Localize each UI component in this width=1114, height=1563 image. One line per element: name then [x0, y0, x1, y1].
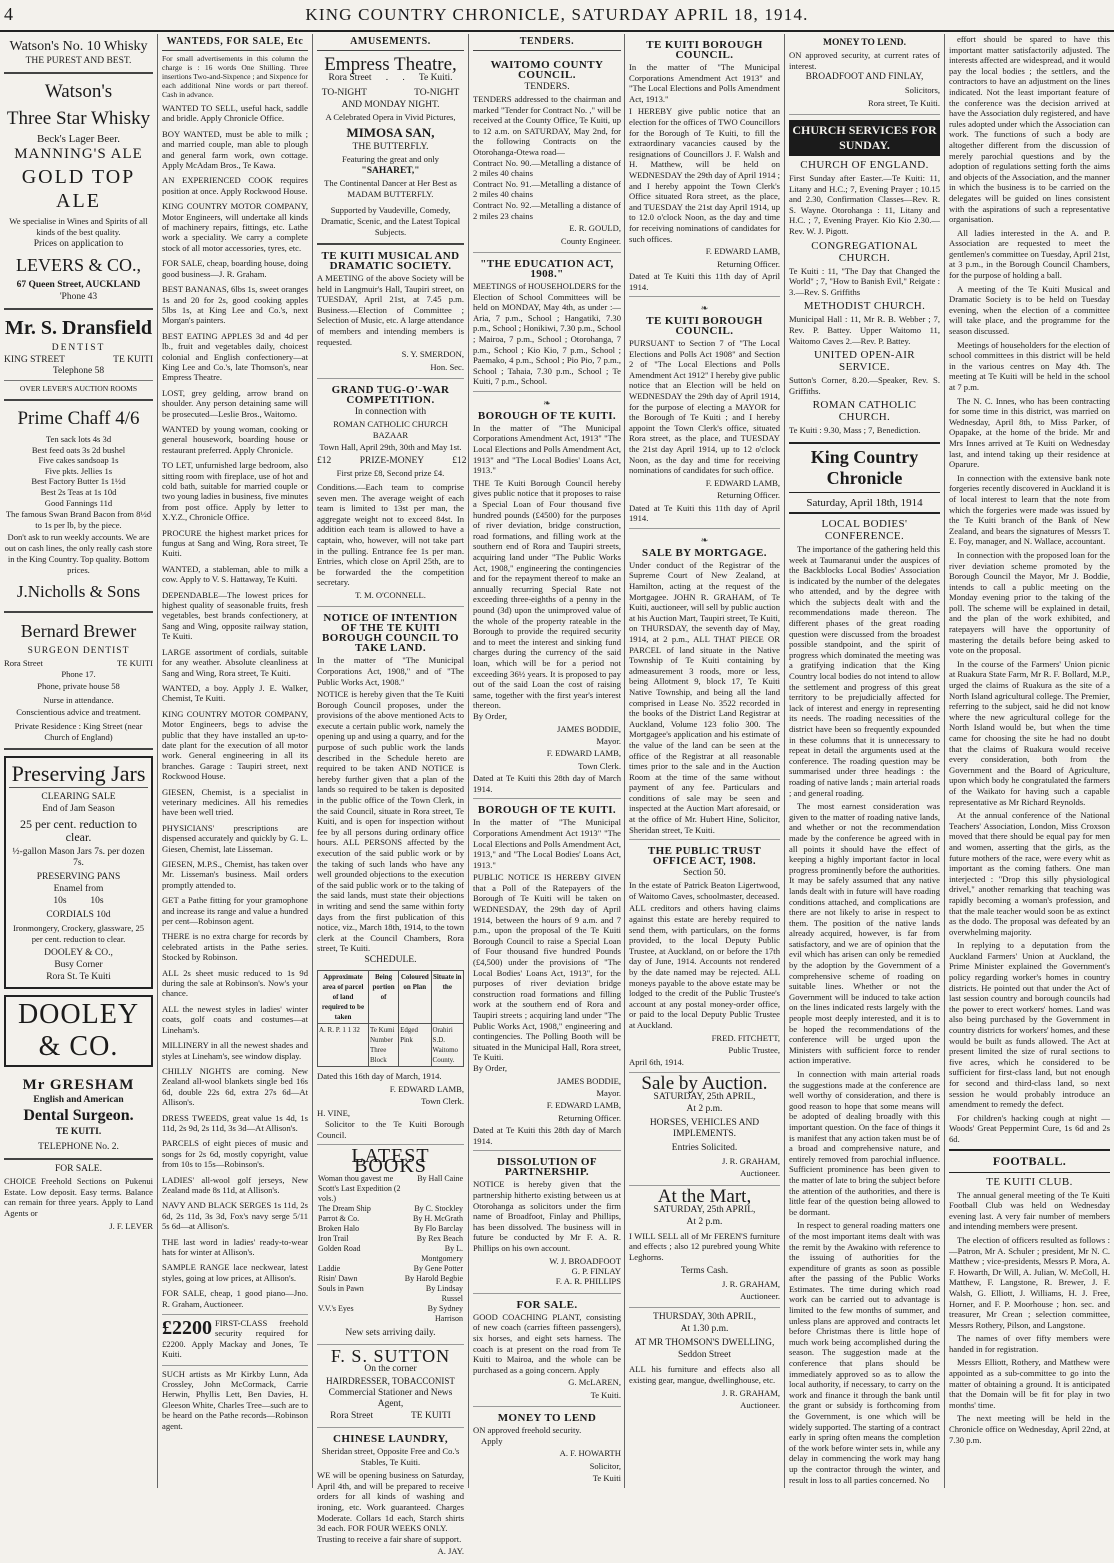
- book-title: Woman thou gavest me: [318, 1174, 394, 1184]
- mortgage-sale: ❧ SALE BY MORTGAGE. Under conduct of the Registrar of the Supreme Court of New Zealand, at Hamilton, acting at the request of the Mortgagee. JOHN R. GRAHAM, of Te Kuiti, auctioneer, will sell by public auction at his Auction Mart, Taupiri street, Te Kuiti, on THURSDAY, the seventh day of May, 1914, at 2 p.m., ALL THAT PIECE OR PARCEL of land situate in the Native Township of Te Kuiti containing by admeasurement 3 roods, more or less, being Allotment 9, block 17, Te Kuiti Native Township, and being all the land comprised in Lease No. 3522 recorded in the books of the District Land Registrar at Auckland, Volume 123 folio 300. The Mortgagee's application and his estimate of the value of the land can be seen at the office of the Registrar at all reasonable times prior to the sale and in the Auction Room at the time of the same without payment of any fee. Particulars and conditions of sale may be seen and inspected at the Auction Mart aforesaid, or at the office of Mr. Hubert Hine, Solicitor, Sheridan street, Te Kuiti.: [629, 529, 780, 840]
- book-author: By Flo Barclay: [414, 1224, 463, 1234]
- book-row: [317, 1274, 464, 1284]
- paragraph: effort should be spared to have this important matter satisfactorily adjusted. The interests affected are widespread, and it would pay the local bodies ; the settlers, and the contractors to have an adjustment on the lines indicated. Not the least important feature of the conference was the decision arrived at have the Association duly registered, and have rules adopted under which the Association can work. The functions of such a body are altogether different from the discussion of merely parochial questions and by the adoption of regulations setting forth the aims and objects of the Association, and the manner in which the business is to be carried on the delegates will be guided on lines consistent with the aspirations of such a representative organisation.: [949, 34, 1110, 225]
- paragraph: All ladies interested in the A. and P. Association are requested to meet the gentlemen's committee on Tuesday, April 21st, at 3 p.m., in the Borough Council Chambers, for the purpose of holding a ball.: [949, 227, 1110, 281]
- books-table: [317, 1174, 464, 1324]
- paragraph: The importance of the gathering held this week at Taumaranui under the auspices of the Backblocks Local Bodies' Association is indicated by the number of the delegates who attended, and by the degree with which the subjects dealt with and the recommendations made thereon. The different phases of the great roading question were discussed from the broadest possible standpoint, and the spirit of progress which dominated the meeting was a gratifying indication that the King Country local bodies do not intend to allow the settlement and progress of this great territory to be prejudicially affected for lack of interest and energy in representing its needs. The roading necessities of the district have been so frequently expounded in these columns that it is unnecessary to repeat in detail the arguments used at the conference. The roading question may be summarised under three headings : the roading of native lands ; main arterial roads ; and general roading.: [789, 543, 940, 798]
- loan-ad: £2200 FIRST-CLASS freehold security required for £2200. Apply Mackay and Jones, Te Kuiti.: [162, 1314, 308, 1360]
- classified-item: WANTED, a boy. Apply J. E. Walker, Chemist, Te Kuiti.: [162, 682, 308, 704]
- classified-item: KING COUNTRY MOTOR COMPANY, Motor Engineers, will undertake all kinds of machinery repairs, fittings, etc. Lathe work a speciality. We carry a complete stock of all motor accessories, tyres, etc.: [162, 201, 308, 253]
- paragraph: The next meeting will be held in the Chronicle office on Wednesday, April 22nd, at 7.30 p.m.: [949, 1413, 1110, 1445]
- column-local-news: [945, 34, 1114, 1488]
- classified-item: MILLINERY in all the newest shades and styles at Lineham's, see window display.: [162, 1040, 308, 1061]
- page-number: 4: [4, 4, 13, 24]
- waitomo-tenders: WAITOMO COUNTY COUNCIL. TENDERS. TENDERS addressed to the chairman and marked "Tender for Contract No. ," will be received at the County Office, Te Kuiti, up to 12 a.m. on SATURDAY, May 2nd, for the following Contracts on the Otorohanga-Otewa road— Contract No. 90.—Metalling a distance of 2 miles 40 chains Contract No. 91.—Metalling a distance of 2 miles 40 chains Contract No. 92.—Metalling a distance of 2 miles 23 chains E. R. GOULD, County Engineer.: [473, 54, 621, 253]
- schedule-table: Approximate area of parcel of land required to be taken Being portion of Coloured on Plan Situate in the A. R. P. 1 1 32 Te Kumi Number Three Block Edged Pink Orahiri S.D. Waitomo County.: [317, 970, 464, 1067]
- lever-forsale-ad: FOR SALE. CHOICE Freehold Sections on Pukenui Estate. Low deposit. Easy terms. Balance can remain for three years. Apply to Land Agents or J. F. LEVER: [4, 1164, 153, 1231]
- paragraph: A meeting of the Te Kuiti Musical and Dramatic Society is to be held on Tuesday evening, when the election of a committee will take place, and the programme for the season discussed.: [949, 283, 1110, 337]
- book-title: Parrot & Co.: [318, 1214, 360, 1224]
- column-wanteds: [158, 34, 313, 1488]
- church-services-banner: CHURCH SERVICES FOR SUNDAY.: [789, 120, 940, 156]
- book-row: [317, 1244, 464, 1264]
- book-author: By Rex Beach: [416, 1234, 463, 1244]
- education-act: "THE EDUCATION ACT, 1908." MEETINGS of HOUSEHOLDERS for the Election of School Committees will be held on MONDAY, May 4th, as under :— Aria, 7 p.m., School ; Hangatiki, 7.30 p.m., School ; Honikiwi, 7.30 p.m., School ; Mairoa, 7 p.m., School ; Otorohanga, 7 p.m., School ; Kio Kio, 7 p.m., School ; Paemako, 4 p.m., School ; Pio Pio, 7 p.m., School ; Tahaia, 7.30 p.m., School ; Te Kuiti, 7 p.m., School.: [473, 253, 621, 392]
- column-advertisements-1: [0, 34, 158, 1488]
- classified-item: ALL 2s sheet music reduced to 1s 9d during the sale at Robinson's. Now's your chance.: [162, 967, 308, 999]
- ornament-icon: ❧: [543, 397, 551, 408]
- classified-item: KING COUNTRY MOTOR COMPANY, Motor Engineers, begs to advise the public that they have installed an up-to-date plant for the execution of all motor work. General engineering in all its branches. Garage : Taupiri street, next Rockwood House.: [162, 708, 308, 782]
- book-title: V.V.'s Eyes: [318, 1304, 354, 1314]
- ornament-icon: ❧: [700, 303, 709, 314]
- book-title: Golden Road: [318, 1244, 361, 1254]
- book-author: By L. Montgomery: [421, 1244, 463, 1264]
- ornament-icon: ❧: [700, 534, 709, 545]
- book-row: [317, 1234, 464, 1244]
- column-amusements-tenders: [313, 34, 625, 1557]
- classified-item: WANTED, a stableman, able to milk a cow. Apply to V. S. Hattaway, Te Kuiti.: [162, 563, 308, 585]
- amusements-column: [313, 34, 469, 1557]
- book-title: Iron Trail: [318, 1234, 349, 1244]
- watson10-ad: Watson's No. 10 Whisky THE PUREST AND BEST.: [4, 34, 153, 74]
- classified-item: DRESS TWEEDS, great value 1s 4d, 1s 11d, 2s 9d, 2s 11d, 3s 3d—At Allison's.: [162, 1112, 308, 1133]
- dransfield-ad: Mr. S. Dransfield DENTIST KING STREET TE KUITI Telephone 58 OVER LEVER'S AUCTION ROOMS: [4, 310, 153, 401]
- paragraph: The annual general meeting of the Te Kuiti Football Club was held on Wednesday evening last. A very fair number of members and intending members were present.: [949, 1189, 1110, 1232]
- book-author: By Hall Caine: [417, 1174, 463, 1184]
- classified-item: BEST BANANAS, 6lbs 1s, sweet oranges 1s and 20 for 2s, good cooking apples 5lbs 1s, at King Lee and Co.'s, next Morgan's painters.: [162, 284, 308, 326]
- classified-item: LADIES' all-wool golf jerseys, New Zealand made 8s 11d, at Allison's.: [162, 1174, 308, 1195]
- dooley-logo: DOOLEY & CO.: [4, 995, 153, 1067]
- preserving-jars-ad: Preserving Jars CLEARING SALE End of Jam Season 25 per cent. reduction to clear. ½-gallon Mason Jars 7s. per dozen 7s. PRESERVING PANS Enamel from 10s 10s CORDIALS 10d Ironmongery, Crockery, glassware, 25 per cent. reduction to clear. DOOLEY & CO., Busy Corner Rora St. Te Kuiti: [4, 756, 153, 989]
- book-row: [317, 1304, 464, 1324]
- classified-item: WANTED by young woman, cooking or general housework, boarding house or restaurant preferred. Apply Chronicle.: [162, 423, 308, 455]
- wanteds-list: [162, 103, 308, 1309]
- classified-item: NAVY AND BLACK SERGES 1s 11d, 2s 6d, 2s 11d, 3s 3d, Fox's navy serge 5/11 5s 6d—at Allison's.: [162, 1200, 308, 1232]
- classified-item: PROCURE the highest market prices for fungus at Sang and Wing, Rora street, Te Kuiti.: [162, 527, 308, 559]
- classified-item: THERE is no extra charge for records by celebrated artists in the Pathe series. Stocked by Robinson.: [162, 931, 308, 963]
- classified-item: FOR SALE, cheap, boarding house, doing good business—J. R. Graham.: [162, 258, 308, 279]
- classified-item: BOY WANTED, must be able to milk ; and married couple, man able to plough and general farm work, own cottage. Apply McAdam Bros., Te Kawa.: [162, 128, 308, 171]
- classified-item: SAMPLE RANGE lace neckwear, latest styles, going at low prices, at Allison's.: [162, 1262, 308, 1283]
- classified-item: WANTED TO SELL, useful hack, saddle and bridle. Apply Chronicle Office.: [162, 103, 308, 124]
- classified-item: CHILLY NIGHTS are coming. New Zealand all-wool blankets single bed 16s 6d, double 22s 6d, extra 27s 6d—At Allison's.: [162, 1065, 308, 1108]
- wanteds-heading: WANTEDS, FOR SALE, Etc: [162, 34, 308, 51]
- tenders-heading: TENDERS.: [473, 34, 621, 51]
- broadfoot-money-ad: MONEY TO LEND. ON approved security, at current rates of interest. BROADFOOT AND FINLAY, Solicitors, Rora street, Te Kuiti.: [789, 34, 940, 115]
- councillor-election: TE KUITI BOROUGH COUNCIL. In the matter of "The Municipal Corporations Amendment Act 1913" and "The Local Elections and Polls Amendment Act, 1913." I HEREBY give public notice that an election for the offices of TWO Councillors for the Borough of Te Kuiti, to fill the extraordinary vacancies caused by the resignations of Councillors J. F. Walsh and H. Matthew, will be held on WEDNESDAY the 29th day of April 1914 ; and I hereby appoint the Town Clerk's Office situated Rora street, as the place, and TUESDAY the 21st day April 1914, up to 12.0 o'clock Noon, as the day and time for receiving nominations of candidates for such offices. F. EDWARD LAMB, Returning Officer. Dated at Te Kuiti this 11th day of April 1914.: [629, 34, 780, 297]
- classified-item: PARCELS of eight pieces of music and songs for 2s 6d, mostly copyright, value from 10s to 15s—Robinson's.: [162, 1138, 308, 1170]
- dissolution-notice: DISSOLUTION OF PARTNERSHIP. NOTICE is hereby given that the partnership hitherto existing between us at Otorohanga as solicitors under the firm name of Broadfoot, Finlay and Phillips, has been dissolved. The business will in future be conducted by Mr F. A. R. Phillips on his own account. W. J. BROADFOOT G. P. FINLAY F. A. R. PHILLIPS: [473, 1151, 621, 1293]
- paragraph: In connection with the proposed loan for the river deviation scheme promoted by the Borough Council the Mayor, Mr J. Boddie, intends to call a public meeting on the Monday evening prior to the taking of the poll. The scheme will be explained in detail, and the plan of the work exhibited, and ratepayers will have the opportunity of mastering the details before being asked to vote on the proposal.: [949, 549, 1110, 656]
- mayor-election: ❧ TE KUITI BOROUGH COUNCIL. PURSUANT to Section 7 of "The Local Elections and Polls Act 1908" and Section 2 of "The Local Elections and Polls Amendment Act 1912" I hereby give public notice that an Election will be held on WEDNESDAY the 29th day of April 1914, for the purpose of electing a MAYOR for the Borough of Te Kuiti ; and I hereby appoint the Town Clerk's office, situated Rora street, as the place, and TUESDAY the 21st day April 1914, up to 12 o'clock Noon, as the day and time for receiving nominations of candidates for such office. F. EDWARD LAMB, Returning Officer. Dated at Te Kuiti this 11th day of April 1914.: [629, 297, 780, 529]
- book-row: [317, 1284, 464, 1304]
- public-trust-notice: THE PUBLIC TRUST OFFICE ACT, 1908. Section 50. In the estate of Patrick Beaton Ligertwood, of Waitomo Caves, schoolmaster, deceased. ALL creditors and others having claims against this estate are hereby required to send them, with particulars, on the forms provided, to the local Deputy Public Trustee, at Auckland, on or before the 17th day of June, 1914. Accounts not rendered by the date named may be rejected. ALL moneys payable to the above estate may be lodged to the credit of the Public Trustee's account at any postal money-order office, or paid to the local Deputy Public Trustee at Auckland. FRED. FITCHETT, Public Trustee, April 6th, 1914.: [629, 840, 780, 1073]
- football-heading: FOOTBALL.: [949, 1149, 1110, 1173]
- book-author: By C. Stockley: [414, 1204, 463, 1214]
- musical-society-ad: TE KUITI MUSICAL AND DRAMATIC SOCIETY. A MEETING of the above Society will be held in Langmuir's Hall, Taupiri street, on TUESDAY, April 21st, at 7.45 p.m. Business.—Election of Committee ; Selection of Music, etc. A large attendance of members and intending members is requested. S. Y. SMERDON, Hon. Sec.: [317, 245, 464, 379]
- classified-item: FOR SALE, cheap, 1 good piano—Jno. R. Graham, Auctioneer.: [162, 1288, 308, 1309]
- paragraph: In respect to general roading matters one of the most important items dealt with was the remit by the Awakino with reference to the issuing of authorities for the expenditure of grants as soon as possible after the passing of the Public Works Estimates. The time during which road work can be carried out to advantage is limited to the few months of summer, and unless plans are approved and contracts let before Christmas there is little hope of much work being accomplished during the season. The suggestion made at the conference that plans should be immediately approved so as to allow the local authority, if necessary, to carry on the work and finance it through the bank until the grant or subsidy is forthcoming from the Government, is one which will be widely supported. The starting of a contract early in spring often means the completion of the work before winter sets in, while any delay in commencing the work may hang up the contractor through the winter, and result in loss to all parties concerned. No: [789, 1220, 940, 1485]
- howarth-money-ad: MONEY TO LEND ON approved freehold security. Apply A. F. HOWARTH Solicitor, Te Kuiti: [473, 1412, 621, 1484]
- column-church-leader: MONEY TO LEND. ON approved security, at current rates of interest. BROADFOOT AND FINLAY, Solicitors, Rora street, Te Kuiti. CHURCH SERVICES FOR SUNDAY. CHURCH OF ENGLAND. First Sunday after Easter.—Te Kuiti: 11, Litany and H.C.; 7, Evening Prayer ; 10.15 and 2.30, Confirmation Classes—Rev. R. S. Wayne. Otorohanga : 11, Litany and H.C. ; 7, Evening Prayer. Kio Kio 2.30.—Rev. W. J. Pigott. CONGREGATIONAL CHURCH. Te Kuiti : 11, "The Day that Changed the World" ; 7, "How to Banish Evil," Reigate : 3.—Rev. S. Griffiths METHODIST CHURCH. Municipal Hall : 11, Mr R. B. Webber ; 7, Rev. P. Battey. Upper Waitomo 11, Waitomo Caves 2.—Rev. P. Battey. UNITED OPEN-AIR SERVICE. Sutton's Corner, 8.20.—Speaker, Rev. S. Griffiths. ROMAN CATHOLIC CHURCH. Te Kuiti : 9.30, Mass ; 7, Benediction. King Country Chronicle Saturday, April 18th, 1914 LOCAL BODIES' CONFERENCE. The importance of the gathering held this week at Taumaranui under the auspices of the Backblocks Local Bodies' Association is indicated by the number of the delegates who attended, and by the degree with which the subjects dealt with and the recommendations made thereon. The different phases of the great roading question were discussed from the broadest possible standpoint, and the spirit of progress which dominated the meeting was a gratifying indication that the King Country local bodies do not intend to allow the settlement and progress of this great territory to be prejudicially affected for lack of interest and energy in representing its needs. The roading necessities of the district have been so frequently expounded in these columns that it is unnecessary to repeat in detail the arguments used at the conference. The roading question may be summarised under three headings : the roading of native lands ; main arterial roads ; and general roading. The most earnest consideration was given to the matter of roading native lands, and whether or not the recommendation made by the conference be agreed with in all points it should have the effect of keeping a highly important factor in local progress prominently before the authorities. It may be safely assumed that any native lands dealt with in future will have roading conditions attached, and complications are there are not likely to arise in respect to them. The position of the native lands already acquired, however, is far from satisfactory, and we are of opinion that the evil which has arisen can only be remedied by the adoption by the Government of a comprehensive scheme of roading on suitable lines. Whether or not the Government will be induced to take action on the lines indicated rests largely with the people most deeply interested, and it is to be hoped the recommendations of the conference will be urged upon the Ministers with sufficient force to render action imperative. In connection with main arterial roads the suggestions made at the conference are well worthy of consideration, and there is good reason to hope that some means will be adopted of dealing broadly with this important question. On the face of things it is manifest that any action taken must be of a broad and comprehensive nature, and entirely removed from parochial influence. Sufficient prominence has been given to the matter of late to bring the subject before the attention of the authorities, and there is little fear of the question being allowed to be dormant. In respect to general roading matters one of the most important items dealt with was the remit by the Awakino with reference to the issuing of authorities for the expenditure of grants as soon as possible after the passing of the Public Works Estimates. The time during which road work can be carried out to advantage is limited to the few months of summer, and unless plans are approved and contracts let before Christmas there is little hope of much work being accomplished during the season. The suggestion made at the conference that plans should be immediately approved so as to allow the local authority, if necessary, to carry on the work and finance it through the bank until the grant or subsidy is forthcoming from the Government, is one which will be widely supported. The starting of a contract early in spring often means the completion of the work before winter sets in, while any delay in commencing the work may hang up the contractor through the winter, and result in loss to all parties concerned. No: [785, 34, 945, 1488]
- classified-item: PHYSICIANS' prescriptions are dispensed accurately and quickly by G. L. Giesen, Chemist, late Lisseman.: [162, 822, 308, 854]
- leader-heading: LOCAL BODIES' CONFERENCE.: [821, 517, 908, 542]
- page-title: KING COUNTRY CHRONICLE, SATURDAY APRIL 18, 1914.: [305, 5, 809, 24]
- classified-item: GET a Pathe fitting for your gramophone and increase its range and value a hundred per cent—Robinson agent.: [162, 895, 308, 927]
- gresham-ad: Mr GRESHAM English and American Dental Surgeon. TE KUITI. TELEPHONE No. 2.: [4, 1073, 153, 1160]
- book-author: By Lindsay Russel: [425, 1284, 463, 1304]
- paragraph: In replying to a deputation from the Auckland Farmers' Union at Auckland, the Prime Minister explained the Government's policy regarding worker's homes in country districts. He pointed out that under the Act of last session country and borough councils had the power to erect workers' homes. Land was also being purchased by the Government in country districts for workers' homes, and these would be built as funds allowed. The Act at present limited the size of rural sections to five acres, which he considered to be sufficient for first-class land, but not enough for second and third-class land, so next session he would probably introduce an amendment to remedy the defect.: [949, 940, 1110, 1110]
- book-title: Scott's Last Expedition (2 vols.): [318, 1184, 401, 1204]
- classified-item: GIESEN, Chemist, is a specialist in veterinary medicines. All his remedies have been well tried.: [162, 786, 308, 818]
- book-author: By H. McGrath: [413, 1214, 463, 1224]
- classified-item: GIESEN, M.P.S., Chemist, has taken over Mr. Lisseman's business. Mail orders promptly attended to.: [162, 859, 308, 890]
- book-author: [403, 1184, 464, 1204]
- leader-body: [789, 544, 940, 1485]
- paragraph: The election of officers resulted as follows :—Patron, Mr A. Schuler ; president, Mr N. C. Matthew ; vice-presidents, Messrs P. Mora, A. F. Howarth, Dr Will, A. Julian, W. McColl, H. Matthew, F. Langstone, R. Brewer, J. F. Walsh, G. Elliott, J. Williams, H. J. Free, Horner, and F. P. Moorhouse ; hon. sec. and treasurer, Mr Crean ; selection committee, Messrs Rothery, Pilson, and Langstone.: [949, 1234, 1110, 1330]
- tenders-column: [469, 34, 625, 1488]
- masthead: [0, 0, 1114, 32]
- laundry-ad: CHINESE LAUNDRY, Sheridan street, Opposite Free and Co.'s Stables, Te Kuiti. WE will be opening business on Saturday, April 4th, and will be prepared to receive orders for all kinds of washing and ironing, etc. Work guaranteed. Charges Moderate. Collars 1d each, Starch shirts 3d each. FOR FOUR WEEKS ONLY. Trusting to receive a fair share of support. A. JAY.: [317, 1433, 464, 1557]
- notice-take-land: NOTICE OF INTENTION OF THE TE KUITI BOROUGH COUNCIL TO TAKE LAND. In the matter of "The Municipal Corporations Act, 1908," and of "The Public Works Act, 1908." NOTICE is hereby given that the Te Kuiti Borough Council proposes, under the provisions of the above mentioned Acts to execute a certain public work, namely the opening up and using a quarry, and for the purpose of such public work the lands described in the Schedule hereto are required to be taken AND NOTICE is hereby further given that a plan of the lands so required to be taken is deposited in the public office of the Town Clerk, in the said Council, situate in Rora street, Te Kuiti, and is open for inspection without fee by all persons during ordinary office hours. ALL PERSONS affected by the execution of the said public work or by the taking of such lands who have any well grounded objections to the execution of the said public work or to the taking of the said lands, must state their objections in writing and send the same within forty days from the first publication of this notice, viz., March 18th, 1914, to the town clerk at the Council Chambers, Rora street, Te Kuiti. SCHEDULE. Approximate area of parcel of land required to be taken Being portion of Coloured on Plan Situate in the A. R. P. 1 1 32 Te Kumi Number Three Block Edged Pink Orahiri S.D. Waitomo County. Dated this 16th day of March, 1914. F. EDWARD LAMB, Town Clerk. H. VINE, Solicitor to the Te Kuiti Borough Council.: [317, 607, 464, 1145]
- book-row: [317, 1184, 464, 1204]
- pathe-artists-ad: SUCH artists as Mr Kirkby Lunn, Ada Crossley, John McCormack, Carrie Herwin, Phyllis Lett, Ben Davies, H. Gleeson White, Charles Tree—such are to be heard on the Pathe records—Robinson agent.: [162, 1365, 308, 1431]
- amusements-heading: AMUSEMENTS.: [317, 34, 464, 51]
- paragraph: The names of over fifty members were handed in for registration.: [949, 1333, 1110, 1354]
- classified-item: THE last word in ladies' ready-to-wear hats for winter at Allison's.: [162, 1236, 308, 1257]
- classified-item: LOST, grey gelding, arrow brand on shoulder. Any person detaining same will be prosecuted—Leslie Bros., Waitomo.: [162, 387, 308, 419]
- book-author: By Harold Begbie: [404, 1274, 463, 1284]
- classified-item: BEST EATING APPLES 3d and 4d per lb., fruit and vegetables daily, choicest colonial and English confectionery—at King Lee and Co.'s, late Thomson's, near Empress Theatre.: [162, 330, 308, 383]
- column-notices: [625, 34, 785, 1488]
- book-row: [317, 1214, 464, 1224]
- auction-thomson: THURSDAY, 30th APRIL, At 1.30 p.m. AT MR THOMSON'S DWELLING, Seddon Street ALL his furniture and effects also all existing gear, mangue, dwellinghouse, etc. J. R. GRAHAM, Auctioneer.: [629, 1312, 780, 1410]
- paragraph: Meetings of householders for the election of school committees in this district will be held in the various centres on May 4th. The meeting at Te Kuiti will be held in the school at 7 p.m.: [949, 339, 1110, 392]
- empress-ad: Empress Theatre, Rora Street . . Te Kuiti. TO-NIGHT TO-NIGHT AND MONDAY NIGHT. A Celebrated Opera in Vivid Pictures, MIMOSA SAN, THE BUTTERFLY. Featuring the great and only "SAHARET," The Continental Dancer at Her Best as MADAM BUTTERFLY. Supported by Vaudeville, Comedy, Dramatic, Scenic, and the Latest Topical Subjects.: [317, 54, 464, 245]
- editorial-masthead: King Country Chronicle: [789, 442, 940, 493]
- classified-item: DEPENDABLE—The lowest prices for highest quality of seasonable fruits, fresh vegetables, best brands confectionery, at Sang and Wing, opposite railway station, Te Kuiti.: [162, 589, 308, 642]
- book-title: The Dream Ship: [318, 1204, 371, 1214]
- coach-for-sale: FOR SALE. GOOD COACHING PLANT, consisting of new coach (carries fifteen passengers), six horses, and eight sets harness. The coach is at present on the road from Te Kuiti to Mairoa, and the whole can be purchased as a going concern. Apply G. McLAREN, Te Kuiti.: [473, 1294, 621, 1407]
- book-row: [317, 1174, 464, 1184]
- watson3-ad: Watson's Three Star Whisky Beck's Lager Beer. MANNING'S ALE GOLD TOP ALE We specialise in Wines and Spirits of all kinds of the best quality. Prices on application to LEVERS & CO., 67 Queen Street, AUCKLAND 'Phone 43: [4, 74, 153, 310]
- book-title: Broken Halo: [318, 1224, 360, 1234]
- latest-books-ad: LATEST BOOKS Woman thou gavest me By Hall Caine Scott's Last Expedition (2 vols.) The Dream Ship By C. Stockley Parrot & Co. By H. McGrath Broken Halo By Flo Barclay Iron Trail By Rex Beach Golden Road By L. Montgomery Laddie By Gene Potter Risin' Dawn By Harold Begbie Souls in Pawn By Lindsay Russel V.V.'s Eyes By Sydney Harrison New sets arriving daily.: [317, 1145, 464, 1345]
- paragraph: At the annual conference of the National Teachers' Association, London, Miss Croxson moved that there should be equal pay for men and women, asserting that the girls, as the future mothers of the race, were every whit as important as the coming fathers. One man interjected : "Drop this silly physiological drivel," another remarking that teaching was rapidly becoming a woman's profession, and that the male teacher would soon be as extinct as the dodo. The proposal was defeated by an overwhelming majority.: [949, 810, 1110, 937]
- wanteds-rates: For small advertisements in this column the charge is : 16 words One Shilling. Three insertions Two-and-Sixpence ; and Sixpence for each additional Nine words or part thereof. Cash in advance.: [162, 54, 308, 99]
- tug-of-war-ad: GRAND TUG-O'-WAR COMPETITION. In connection with ROMAN CATHOLIC CHURCH BAZAAR Town Hall, April 29th, 30th and May 1st. £12 PRIZE-MONEY £12 First prize £8, Second prize £4. Conditions.—Each team to comprise seven men. The average weight of each team is limited to 13st per man, the aggregate weight not to exceed 84st. In addition each team is allowed to have a captain, who, however, will not take part in the pulling. Entrance fee 1s per man. Entries, which close on April 25th, are to be forwarded the the competition secretary. T. M. O'CONNELL.: [317, 379, 464, 607]
- auction-horses: Sale by Auction. SATURDAY, 25th APRIL, At 2 p.m. HORSES, VEHICLES AND IMPLEMENTS. Entries Solicited. J. R. GRAHAM, Auctioneer.: [629, 1073, 780, 1186]
- book-author: By Sydney Harrison: [427, 1304, 463, 1324]
- book-row: [317, 1224, 464, 1234]
- classified-item: TO LET, unfurnished large bedroom, also sitting room with fireplace, use of hot and cold bath, suitable for married couple or two young ladies in business, five minutes from post office. Apply by letter to X.Y.Z., Chronicle Office.: [162, 460, 308, 523]
- classified-item: ALL the newest styles in ladies' winter coats, golf coats and costumes—at Lineham's.: [162, 1003, 308, 1035]
- book-title: Laddie: [318, 1264, 341, 1274]
- paragraph: In connection with the extensive bank note forgeries recently discovered in Auckland it is of local interest to learn that the note from which the forgeries were made was issued by the Te Kuiti branch of the Bank of New Zealand, and bears the signatures of Messrs T. E. Foy, manager, and N. Wallace, accountant.: [949, 472, 1110, 547]
- book-author: By Gene Potter: [413, 1264, 463, 1274]
- paragraph: For children's hacking cough at night — Woods' Great Peppermint Cure, 1s 6d and 2s 6d.: [949, 1112, 1110, 1144]
- paragraph: In the course of the Farmers' Union picnic at Ruakura State Farm, Mr R. F. Bollard, M.P., urged the claims of Ruakura as the site of a North Island agricultural college. The Premier, referring to the subject, said he did not know where the new agricultural college for the North Island would be, but when the time came for choosing the site he had no doubt that the claims of Ruakura would receive every consideration, both from the Government and the Board of Agriculture, upon which body he congratulated the farmers of the Waikato for having such a capable representative as Mr Richard Reynolds.: [949, 658, 1110, 807]
- classified-item: LARGE assortment of cordials, suitable for any weather. Absolute cleanliness at Sang and Wing, Rora street, Te Kuiti.: [162, 646, 308, 678]
- auction-mart: At the Mart, SATURDAY, 25th APRIL, At 2 p.m. I WILL SELL all of Mr FEREN'S furniture and effects ; also 12 purebred young White Leghorns. Terms Cash. J. R. GRAHAM, Auctioneer.: [629, 1186, 780, 1309]
- local-news-body: [949, 34, 1110, 1145]
- paragraph: In connection with main arterial roads the suggestions made at the conference are well worthy of consideration, and there is good reason to hope that some means will be adopted of dealing broadly with this important question. On the face of things it is manifest that any action taken must be of a broad and comprehensive nature, and entirely removed from parochial influence. Sufficient prominence has been given to the matter of late to bring the subject before the attention of the authorities, and there is little fear of the question being allowed to be dormant.: [789, 1069, 940, 1217]
- paragraph: The N. C. Innes, who has been contracting for some time in this district, was married on Wednesday, April 8th, to Miss Parker, of Opapake, at the home of the bride. Mr and Mrs Innes arrived at Te Kuiti on Wednesday last, and intend taking up their residence at Oparure.: [949, 395, 1110, 470]
- book-title: Risin' Dawn: [318, 1274, 358, 1284]
- book-row: [317, 1264, 464, 1274]
- paragraph: The most earnest consideration was given to the matter of roading native lands, and whether or not the recommendation made by the conference be agreed with in all points it should have the effect of keeping a highly important factor in local progress prominently before the authorities. It may be safely assumed that any native lands dealt with in future will have roading conditions attached, and complications are there are not likely to arise in respect to them. The position of the native lands already acquired, however, is far from satisfactory, and we are of opinion that the evil which has arisen can only be remedied by the adoption by the Government of a comprehensive scheme of roading on suitable lines. Whether or not the Government will be induced to take action on the lines indicated rests largely with the people most deeply interested, and it is to be hoped the recommendations of the conference will be urged upon the Ministers with sufficient force to render action imperative.: [789, 801, 940, 1066]
- classified-item: AN EXPERIENCED COOK requires position at once. Apply Rockwood House.: [162, 175, 308, 196]
- borough-loan-notice: ❧ BOROUGH OF TE KUITI. In the matter of "The Municipal Corporations Amendment Act, 1913" "The Local Elections and Polls Amendment Act, 1913" and "The Local Bodies' Loans Act, 1913." THE Te Kuiti Borough Council hereby gives public notice that it proposes to raise a Special Loan of Four thousand five hundred pounds (£4500) for the purposes of river deviation, bridge construction, road formations, and filling work at the southern end of Rora and Taupiri streets, acquiring land under "The Public Works Act, 1908," engineering the contingencies and for the repayment thereof to make an annually recurring Special Rate not exceeding three-eighths of a penny in the pound (3d) upon the unimproved value of the whole of the property rateable in the Borough to provide the required security and to meet the interest and sinking fund charges during the currency of the said loan, which will be for a period not exceeding 36½ years. It is proposed to pay out of the said Loan the cost of raising same, together with the first year's interest thereon. By Order, JAMES BODDIE, Mayor. F. EDWARD LAMB, Town Clerk. Dated at Te Kuiti this 28th day of March 1914.: [473, 392, 621, 799]
- club-heading: TE KUITI CLUB.: [986, 1175, 1073, 1188]
- paragraph: Messrs Elliott, Rothery, and Matthew were appointed as a sub-committee to go into the matter of obtaining a ground. It is anticipated that the Domain will be fit for play in two months' time.: [949, 1357, 1110, 1410]
- nicholls-ad: Prime Chaff 4/6 Ten sack lots 4s 3d Best feed oats 3s 2d bushel Five cakes sandsoap 1s Five pkts. Jellies 1s Best Factory Butter 1s 1½d Best 2s Teas at 1s 10d Good Fannings 11d The famous Swan Brand Bacon from 8½d to 1s per lb, by the piece. Don't ask to run weekly accounts. We are out on cash lines, the only really cash store in the King Country. Top quality. Bottom prices. J.Nicholls & Sons: [4, 401, 153, 613]
- brewer-ad: Bernard Brewer SURGEON DENTIST Rora Street TE KUITI Phone 17. Phone, private house 58 Nurse in attendance. Conscientious advice and treatment. Private Residence : King Street (near Church of England): [4, 613, 153, 750]
- borough-poll-notice: BOROUGH OF TE KUITI. In the matter of "The Municipal Corporations Amendment Act 1913" "The Local Elections and Polls Amendment Act, 1913," and "The Local Bodies' Loans Act, 1913." PUBLIC NOTICE IS HEREBY GIVEN that a Poll of the Ratepayers of the Borough of Te Kuiti will be taken on WEDNESDAY, the 29th day of April 1914, between the hours of 9 a.m. and 7 p.m., upon the proposal of the Te Kuiti Borough Council to raise a Special Loan of Four thousand five hundred Pounds (£4,500) under the provisions of "The Local Bodies' Loans Act, 1913", for the purposes of river deviation bridge construction road formations and filling work at the southern end of Rora and Taupiri streets ; acquiring land under "The Public Works Act, 1908," engineering and contingencies. The Polling Booth will be situated in the Municipal Hall, Rora street, Te Kuiti. By Order, JAMES BODDIE, Mayor. F. EDWARD LAMB, Returning Officer. Dated at Te Kuiti this 28th day of March 1914.: [473, 799, 621, 1151]
- sutton-ad: F. S. SUTTON On the corner HAIRDRESSER, TOBACCONIST Commercial Stationer and News Agent, Rora Street TE KUITI: [317, 1345, 464, 1428]
- book-title: Souls in Pawn: [318, 1284, 364, 1294]
- club-body: [949, 1190, 1110, 1446]
- book-row: [317, 1204, 464, 1214]
- editorial-date: Saturday, April 18th, 1914: [789, 495, 940, 514]
